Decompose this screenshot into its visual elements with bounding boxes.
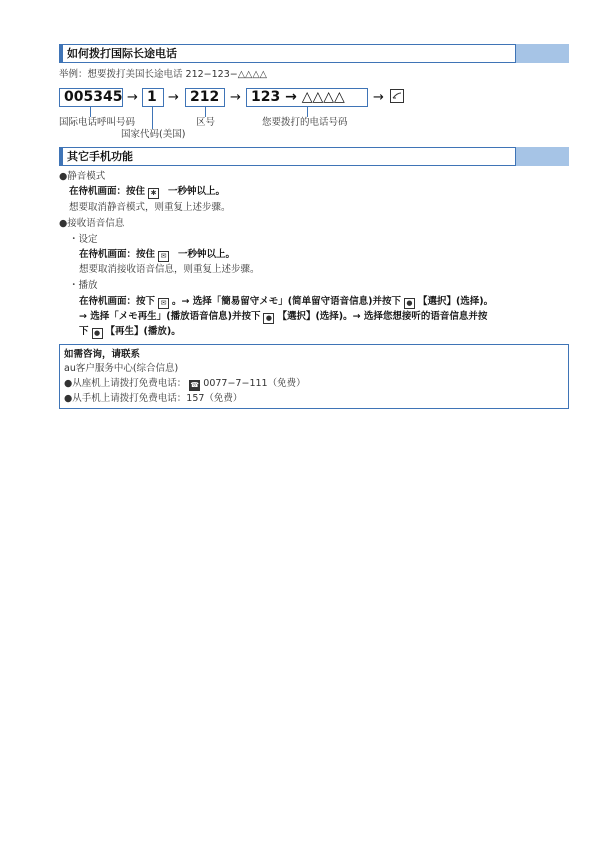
mail-key-icon: ✉	[158, 298, 169, 309]
free-dial-icon: ☎	[190, 381, 200, 389]
setup-instruction-a: 在待机画面：按住	[79, 249, 156, 260]
center-key-icon: ●	[92, 328, 103, 339]
voicemail-play-line3	[79, 326, 181, 339]
section-title-other: 其它手机功能	[59, 147, 516, 166]
landline-number: 0077−7−111（免费）	[203, 378, 306, 389]
box-area-code: 212	[185, 88, 225, 107]
contact-center: au客户服务中心(综合信息)	[64, 363, 179, 374]
arrow: →	[127, 90, 138, 105]
silent-instruction	[69, 186, 225, 199]
silent-heading: ●静音模式	[59, 171, 106, 182]
play-line1-c: 【選択】(选择)。	[417, 296, 494, 307]
connector-line	[152, 107, 153, 129]
play-line3-a: 下	[79, 326, 89, 337]
play-line1-a: 在待机画面：按下	[79, 296, 156, 307]
arrow: →	[230, 90, 241, 105]
voicemail-setup-instruction	[79, 249, 235, 262]
star-key-icon: ✱	[148, 188, 159, 199]
label-number: 您要拨打的电话号码	[262, 117, 348, 128]
mail-key-icon: ✉	[158, 251, 169, 262]
example-text: 举例：想要拨打美国长途电话 212−123−△△△△	[59, 69, 267, 80]
voicemail-setup-label: ・设定	[69, 234, 98, 245]
voicemail-play-line1	[79, 296, 493, 309]
section-title-intl: 如何拨打国际长途电话	[59, 44, 516, 63]
arrow: →	[373, 90, 384, 105]
connector-line	[90, 107, 91, 117]
box-intl-code: 005345	[59, 88, 123, 107]
setup-instruction-b: 一秒钟以上。	[178, 249, 236, 260]
voicemail-play-line2	[79, 311, 487, 324]
silent-instruction-a: 在待机画面：按住	[69, 186, 146, 197]
box-country-code: 1	[142, 88, 164, 107]
contact-title: 如需咨询，请联系	[64, 349, 141, 360]
connector-line	[205, 107, 206, 117]
section-header-other	[59, 147, 569, 166]
play-line1-b: 。→ 选择「簡易留守メモ」(简单留守语音信息)并按下	[172, 296, 401, 307]
contact-landline	[64, 378, 306, 391]
silent-cancel: 想要取消静音模式，则重复上述步骤。	[69, 202, 231, 213]
label-area-code: 区号	[196, 117, 216, 128]
voicemail-heading: ●接收语音信息	[59, 218, 125, 229]
play-line2-a: → 选择「メモ再生」(播放语音信息)并按下	[79, 311, 261, 322]
center-key-icon: ●	[404, 298, 415, 309]
call-key-icon	[390, 89, 404, 103]
label-country-code: 国家代码(美国)	[121, 129, 186, 140]
contact-box	[59, 344, 569, 409]
label-intl-code: 国际电话呼叫号码	[59, 117, 136, 128]
landline-label: ●从座机上请拨打免费电话：	[64, 378, 187, 389]
section-header-intl	[59, 44, 569, 63]
play-line3-b: 【再生】(播放)。	[105, 326, 181, 337]
arrow: →	[168, 90, 179, 105]
silent-instruction-b: 一秒钟以上。	[168, 186, 226, 197]
box-number: 123 → △△△△	[246, 88, 368, 107]
center-key-icon: ●	[263, 313, 274, 324]
connector-line	[307, 107, 308, 117]
contact-mobile: ●从手机上请拨打免费电话：157（免费）	[64, 393, 243, 404]
voicemail-setup-cancel: 想要取消接收语音信息，则重复上述步骤。	[79, 264, 260, 275]
voicemail-play-label: ・播放	[69, 280, 98, 291]
play-line2-b: 【選択】(选择)。→ 选择您想接听的语音信息并按	[277, 311, 488, 322]
